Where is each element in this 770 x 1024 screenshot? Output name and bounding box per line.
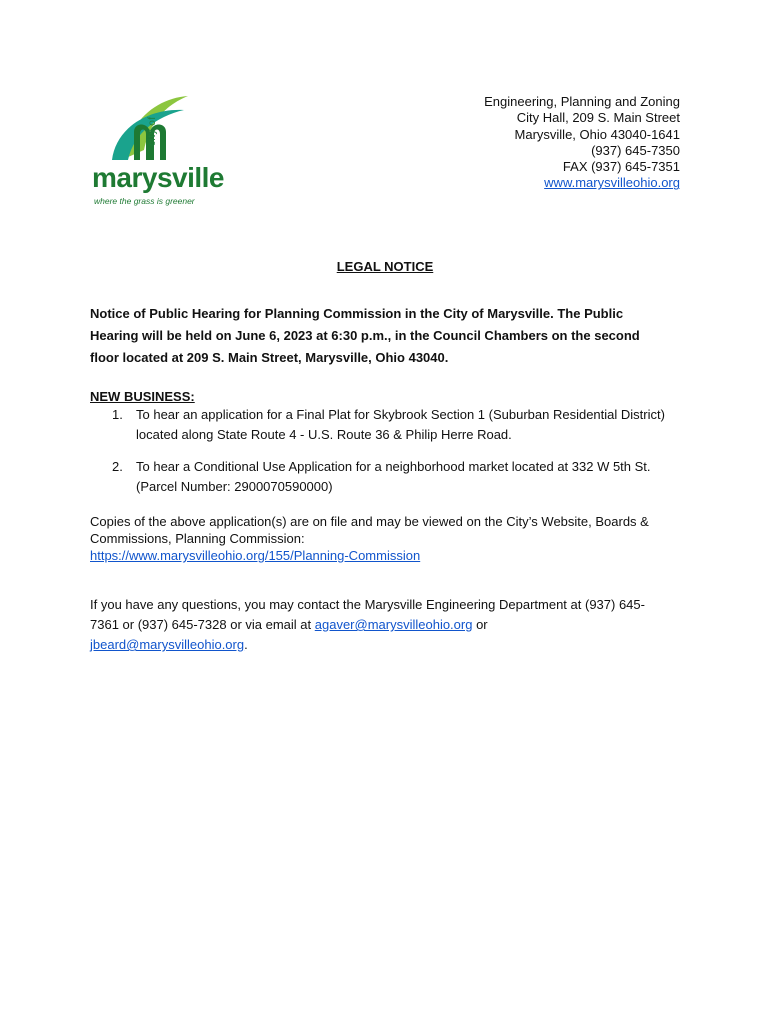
notice-paragraph: Notice of Public Hearing for Planning Commission in the City of Marysville. The Public Hearing will be held on June 6, 2023 at 6:30 p.m., in the Council Chambers on the second floor located at 209 S. Main Street, Marysville, Ohio 43040. [90,306,640,365]
copies-text: Copies of the above application(s) are on file and may be viewed on the City’s Website, Boards & Commissions, Planning Commission: [90,514,649,546]
list-item [90,405,670,444]
street-address: City Hall, 209 S. Main Street [516,110,680,126]
questions-end-text: . [244,637,248,652]
new-business-heading: NEW BUSINESS: [90,389,195,404]
logo-swoosh-icon [88,90,238,170]
city-state-zip: Marysville, Ohio 43040-1641 [514,126,680,142]
phone-number: (937) 645-7350 [591,142,680,158]
copies-paragraph [90,513,670,564]
fax-number: FAX (937) 645-7351 [562,159,680,175]
page-title: LEGAL NOTICE [336,259,434,274]
department-name: Engineering, Planning and Zoning [484,94,680,109]
city-logo [88,90,238,212]
website-link[interactable]: www.marysvilleohio.org [544,175,680,191]
email-link-agaver[interactable]: agaver@marysvilleohio.org [314,617,473,632]
email-link-jbeard[interactable]: jbeard@marysvilleohio.org [90,637,245,652]
list-item-text: To hear a Conditional Use Application for a neighborhood market located at 332 W 5th St. (Parcel Number: 2900070590000) [136,459,651,494]
logo-tagline: where the grass is greener [94,196,195,206]
list-item [90,457,670,496]
questions-paragraph [90,595,650,655]
list-item-text: To hear an application for a Final Plat for Skybrook Section 1 (Suburban Residential District) located along State Route 4 - U.S. Route 36 & Philip Herre Road. [136,407,665,442]
new-business-list [90,405,670,496]
list-item-number: 1. [112,407,123,422]
planning-commission-link[interactable]: https://www.marysvilleohio.org/155/Planning-Commission [90,548,421,563]
address-block [484,94,680,192]
logo-wordmark: marysville [92,162,224,193]
questions-or-text: or [472,617,488,632]
list-item-number: 2. [112,459,123,474]
logo-city-text: city of [147,116,158,146]
questions-text: If you have any questions, you may contact the Marysville Engineering Department at (937) 645-7361 or (937) 645-7328 or via email at [90,597,645,632]
